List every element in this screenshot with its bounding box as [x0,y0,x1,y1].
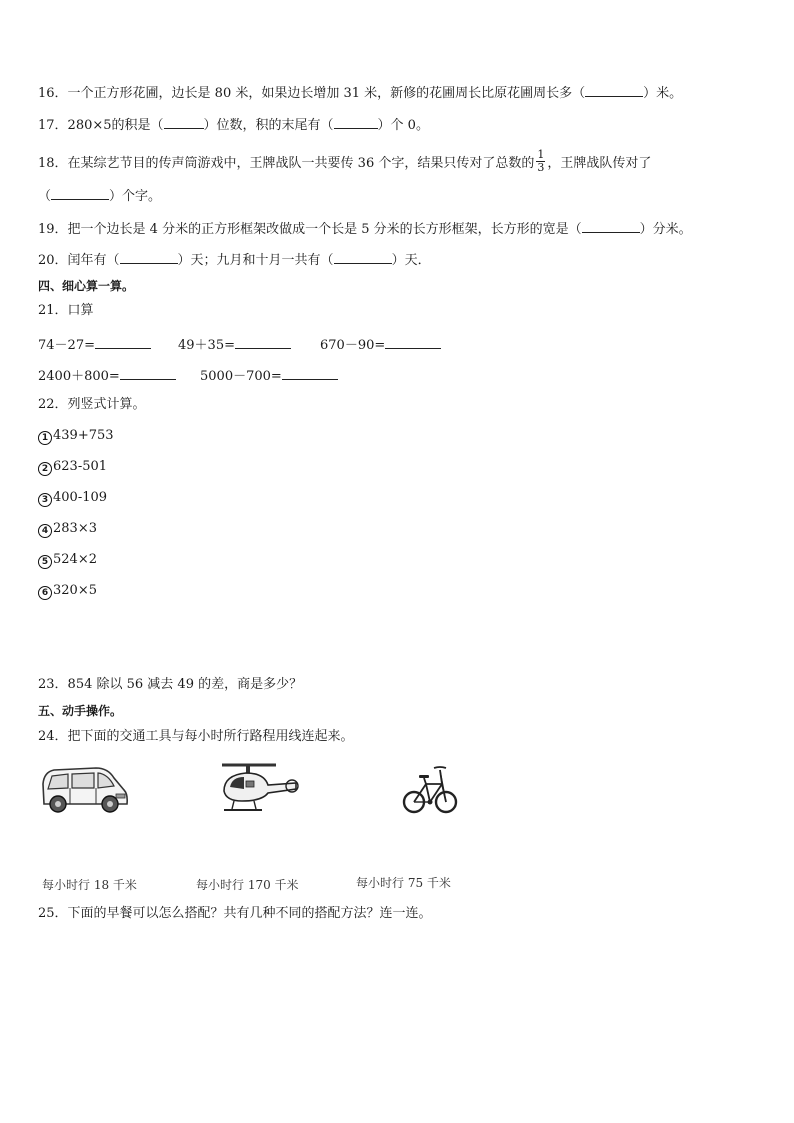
fraction [536,149,545,174]
calc-expr: 439+753 [53,428,114,443]
question-19-tail: ）分米。 [639,222,692,237]
circled-number: 5 [38,555,52,569]
oral-calc-item [178,334,291,353]
question-18-text: 18．在某综艺节目的传声筒游戏中，王牌战队一共要传 36 个字，结果只传对了总数的 [38,156,535,171]
answer-blank[interactable] [582,220,640,233]
question-24-title: 24．把下面的交通工具与每小时所行路程用线连起来。 [38,729,354,744]
helicopter-icon[interactable] [216,759,300,817]
calc-expr: 74－27= [38,338,95,353]
answer-blank[interactable] [585,84,643,97]
question-25: 25．下面的早餐可以怎么搭配？共有几种不同的搭配方法？连一连。 [38,906,432,921]
question-17 [38,116,429,134]
oral-calc-item [200,365,338,384]
question-19 [38,220,692,238]
question-17-text: 17．280×5的积是（ [38,118,164,133]
section-title-4: 四、细心算一算。 [38,279,135,293]
vertical-calc-item [38,521,97,538]
question-23: 23．854 除以 56 减去 49 的差，商是多少？ [38,677,303,692]
circled-number: 3 [38,493,52,507]
question-20-text: 20．闰年有（ [38,253,120,268]
question-22-title: 22．列竖式计算。 [38,397,146,412]
answer-blank[interactable] [385,336,441,349]
question-21-title: 21．口算 [38,303,94,318]
calc-expr: 5000－700= [200,369,282,384]
answer-blank[interactable] [95,336,151,349]
calc-expr: 2400＋800= [38,369,120,384]
vertical-calc-item [38,552,97,569]
oral-calc-item [320,334,441,353]
oral-calc-item [38,365,176,384]
question-20 [38,251,431,269]
question-18-text-end: ）个字。 [109,189,162,204]
car-icon[interactable] [38,764,130,814]
calc-expr: 524×2 [53,552,97,567]
circled-number: 2 [38,462,52,476]
question-16-text: 16．一个正方形花圃，边长是 80 米，如果边长增加 31 米，新修的花圃周长比原花圃周长多（ [38,86,586,101]
question-18 [38,148,652,176]
question-18-text-tail: ，王牌战队传对了 [547,156,652,171]
circled-number: 1 [38,431,52,445]
calc-expr: 400-109 [53,490,108,505]
answer-blank[interactable] [334,116,378,129]
fraction-denominator: 3 [537,161,545,174]
answer-blank[interactable] [120,251,178,264]
answer-blank[interactable] [282,367,338,380]
calc-expr: 49＋35= [178,338,235,353]
vertical-calc-item [38,490,107,507]
question-19-text: 19．把一个边长是 4 分米的正方形框架改做成一个长是 5 分米的长方形框架，长方形的宽是（ [38,222,582,237]
answer-blank[interactable] [120,367,176,380]
question-16-tail: ）米。 [643,86,683,101]
answer-blank[interactable] [164,116,204,129]
speed-caption[interactable]: 每小时行 18 千米 [42,878,137,892]
question-16 [38,84,682,102]
oral-calc-item [38,334,151,353]
speed-caption[interactable]: 每小时行 170 千米 [196,878,299,892]
circled-number: 6 [38,586,52,600]
answer-blank[interactable] [51,187,109,200]
bicycle-icon[interactable] [402,756,458,818]
paren-open: （ [38,189,52,204]
question-18-line2 [38,187,161,205]
question-20-text-mid: ）天；九月和十月一共有（ [177,253,334,268]
fraction-numerator: 1 [537,148,545,161]
vertical-calc-item [38,428,114,445]
question-20-text-end: ）天． [391,253,431,268]
vertical-calc-item [38,459,107,476]
speed-caption[interactable]: 每小时行 75 千米 [356,876,451,890]
question-17-text-end: ）个 0。 [377,118,429,133]
calc-expr: 320×5 [53,583,97,598]
section-title-5: 五、动手操作。 [38,704,123,718]
calc-expr: 670－90= [320,338,386,353]
calc-expr: 283×3 [53,521,97,536]
answer-blank[interactable] [334,251,392,264]
calc-expr: 623-501 [53,459,108,474]
question-17-text-mid: ）位数，积的末尾有（ [203,118,334,133]
circled-number: 4 [38,524,52,538]
vertical-calc-item [38,583,97,600]
answer-blank[interactable] [235,336,291,349]
